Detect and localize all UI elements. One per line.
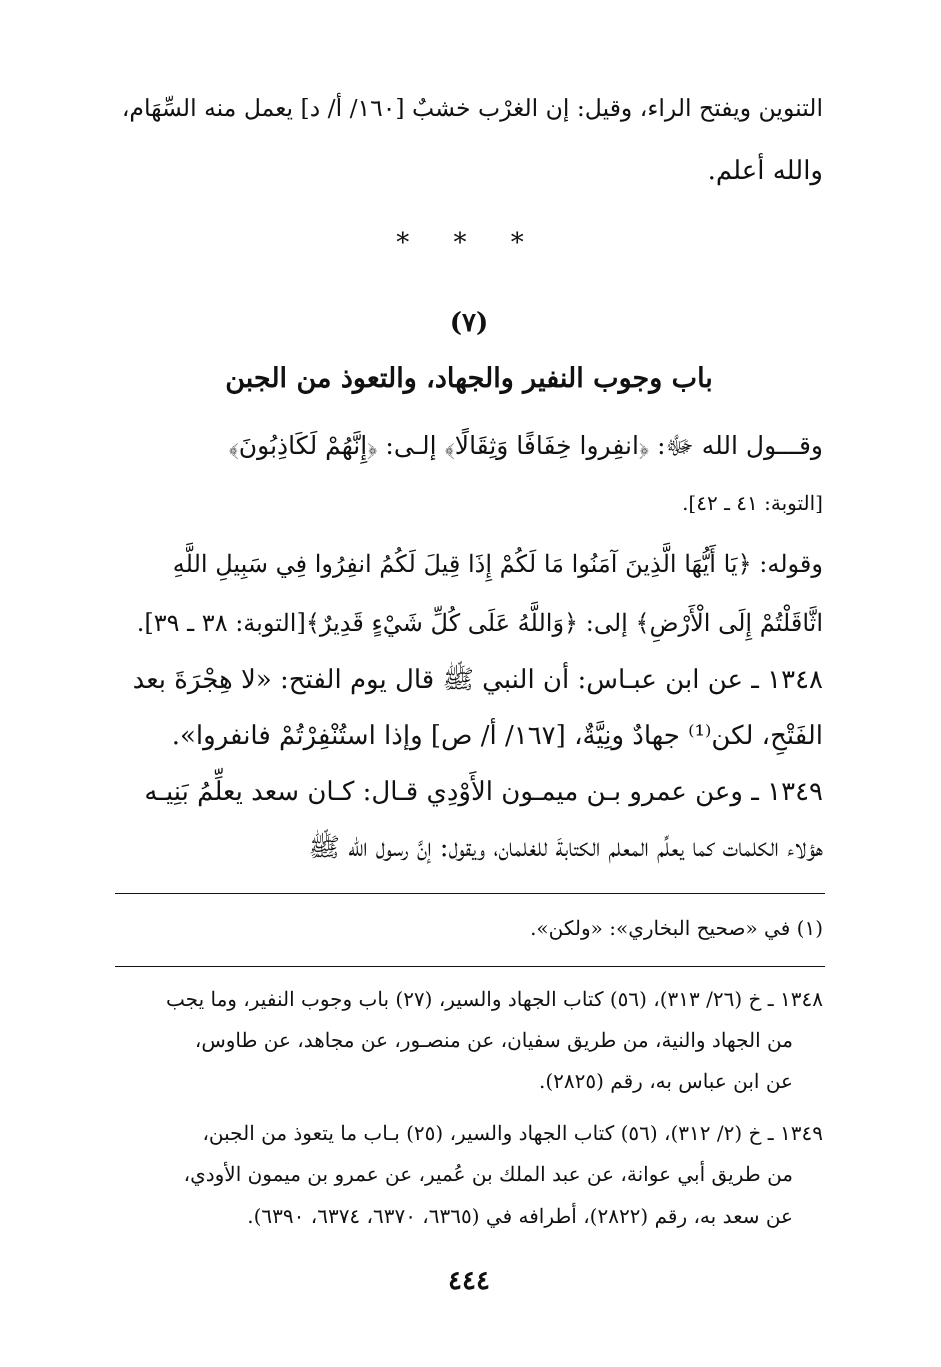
- chapter-number: (٧): [449, 308, 489, 338]
- hadith-1348-line-1: ١٣٤٨ ـ عن ابن عبـاس: أن النبي ﷺ قال يوم الفتح: «لا هِجْرَةَ بعد: [132, 665, 823, 695]
- hadith-1349-line-1: ١٣٤٩ ـ وعن عمرو بـن ميمـون الأَوْدِي قـال: كـان سعد يعلِّمُ بَنِيـه: [144, 777, 823, 807]
- footnote-divider: [115, 893, 825, 894]
- page-number: ٤٤٤: [448, 1266, 490, 1296]
- reference-1348-line-2: من الجهاد والنية، من طريق سفيان، عن منصـور، عن مجاهد، عن طاوس،: [194, 1028, 793, 1052]
- intro-line-2: والله أعلم.: [707, 156, 823, 186]
- verse-reference-1: [التوبة: ٤١ ـ ٤٢].: [682, 491, 823, 515]
- intro-line-1: التنوين ويفتح الراء، وقيل: إن الغرْب خشبٌ [١٦٠/ أ/ د] يعمل منه السِّهَام،: [121, 94, 823, 122]
- hadith-1348-line-2: الفَتْحِ، لكن⁽¹⁾ جهادٌ ونِيَّةٌ، [١٦٧/ أ/ ص] وإذا استُنْفِرْتُمْ فانفروا».: [171, 721, 823, 751]
- reference-1348-line-3: عن ابن عباس به، رقم (٢٨٢٥).: [539, 1069, 793, 1093]
- references-divider: [115, 966, 825, 967]
- chapter-title: باب وجوب النفير والجهاد، والتعوذ من الجبن: [225, 363, 713, 394]
- reference-1349-line-2: من طريق أبي عوانة، عن عبد الملك بن عُمير، عن عمرو بن ميمون الأودي،: [183, 1162, 793, 1186]
- verse-line-4: اثَّاقَلْتُمْ إِلَى الْأَرْضِ﴾ إلى: ﴿وَاللَّهُ عَلَى كُلِّ شَيْءٍ قَدِيرٌ﴾[التوبة: ٣٨ ـ ٣٩].: [136, 609, 823, 637]
- reference-1348-line-1: ١٣٤٨ ـ خ (٢٦/ ٣١٣)، (٥٦) كتاب الجهاد والسير، (٢٧) باب وجوب النفير، وما يجب: [166, 987, 823, 1011]
- reference-1349-line-3: عن سعد به، رقم (٢٨٢٢)، أطرافه في (٦٣٦٥، ٦٣٧٠، ٦٣٧٤، ٦٣٩٠).: [247, 1204, 793, 1228]
- reference-1349-line-1: ١٣٤٩ ـ خ (٢/ ٣١٢)، (٥٦) كتاب الجهاد والسير، (٢٥) بـاب ما يتعوذ من الجبن،: [202, 1121, 823, 1145]
- footnote-1: (١) في «صحيح البخاري»: «ولكن».: [530, 916, 823, 940]
- verse-line-1: وقـــول الله ﷻ: ﴿انفِروا خِفَافًا وَثِقَالًا﴾ إلـى: ﴿إِنَّهُمْ لَكَاذِبُونَ﴾: [228, 431, 823, 460]
- verse-line-3: وقوله: ﴿يَا أَيُّهَا الَّذِينَ آمَنُوا مَا لَكُمْ إِذَا قِيلَ لَكُمُ انفِرُوا فِي سَبِيلِ اللَّهِ: [172, 550, 823, 578]
- hadith-1349-line-2: هؤلاء الكلمات كما يعلِّم المعلم الكتابةَ للغلمان، ويقول: إنَّ رسول الله ﷺ: [308, 833, 823, 863]
- section-separator: * * *: [396, 228, 542, 258]
